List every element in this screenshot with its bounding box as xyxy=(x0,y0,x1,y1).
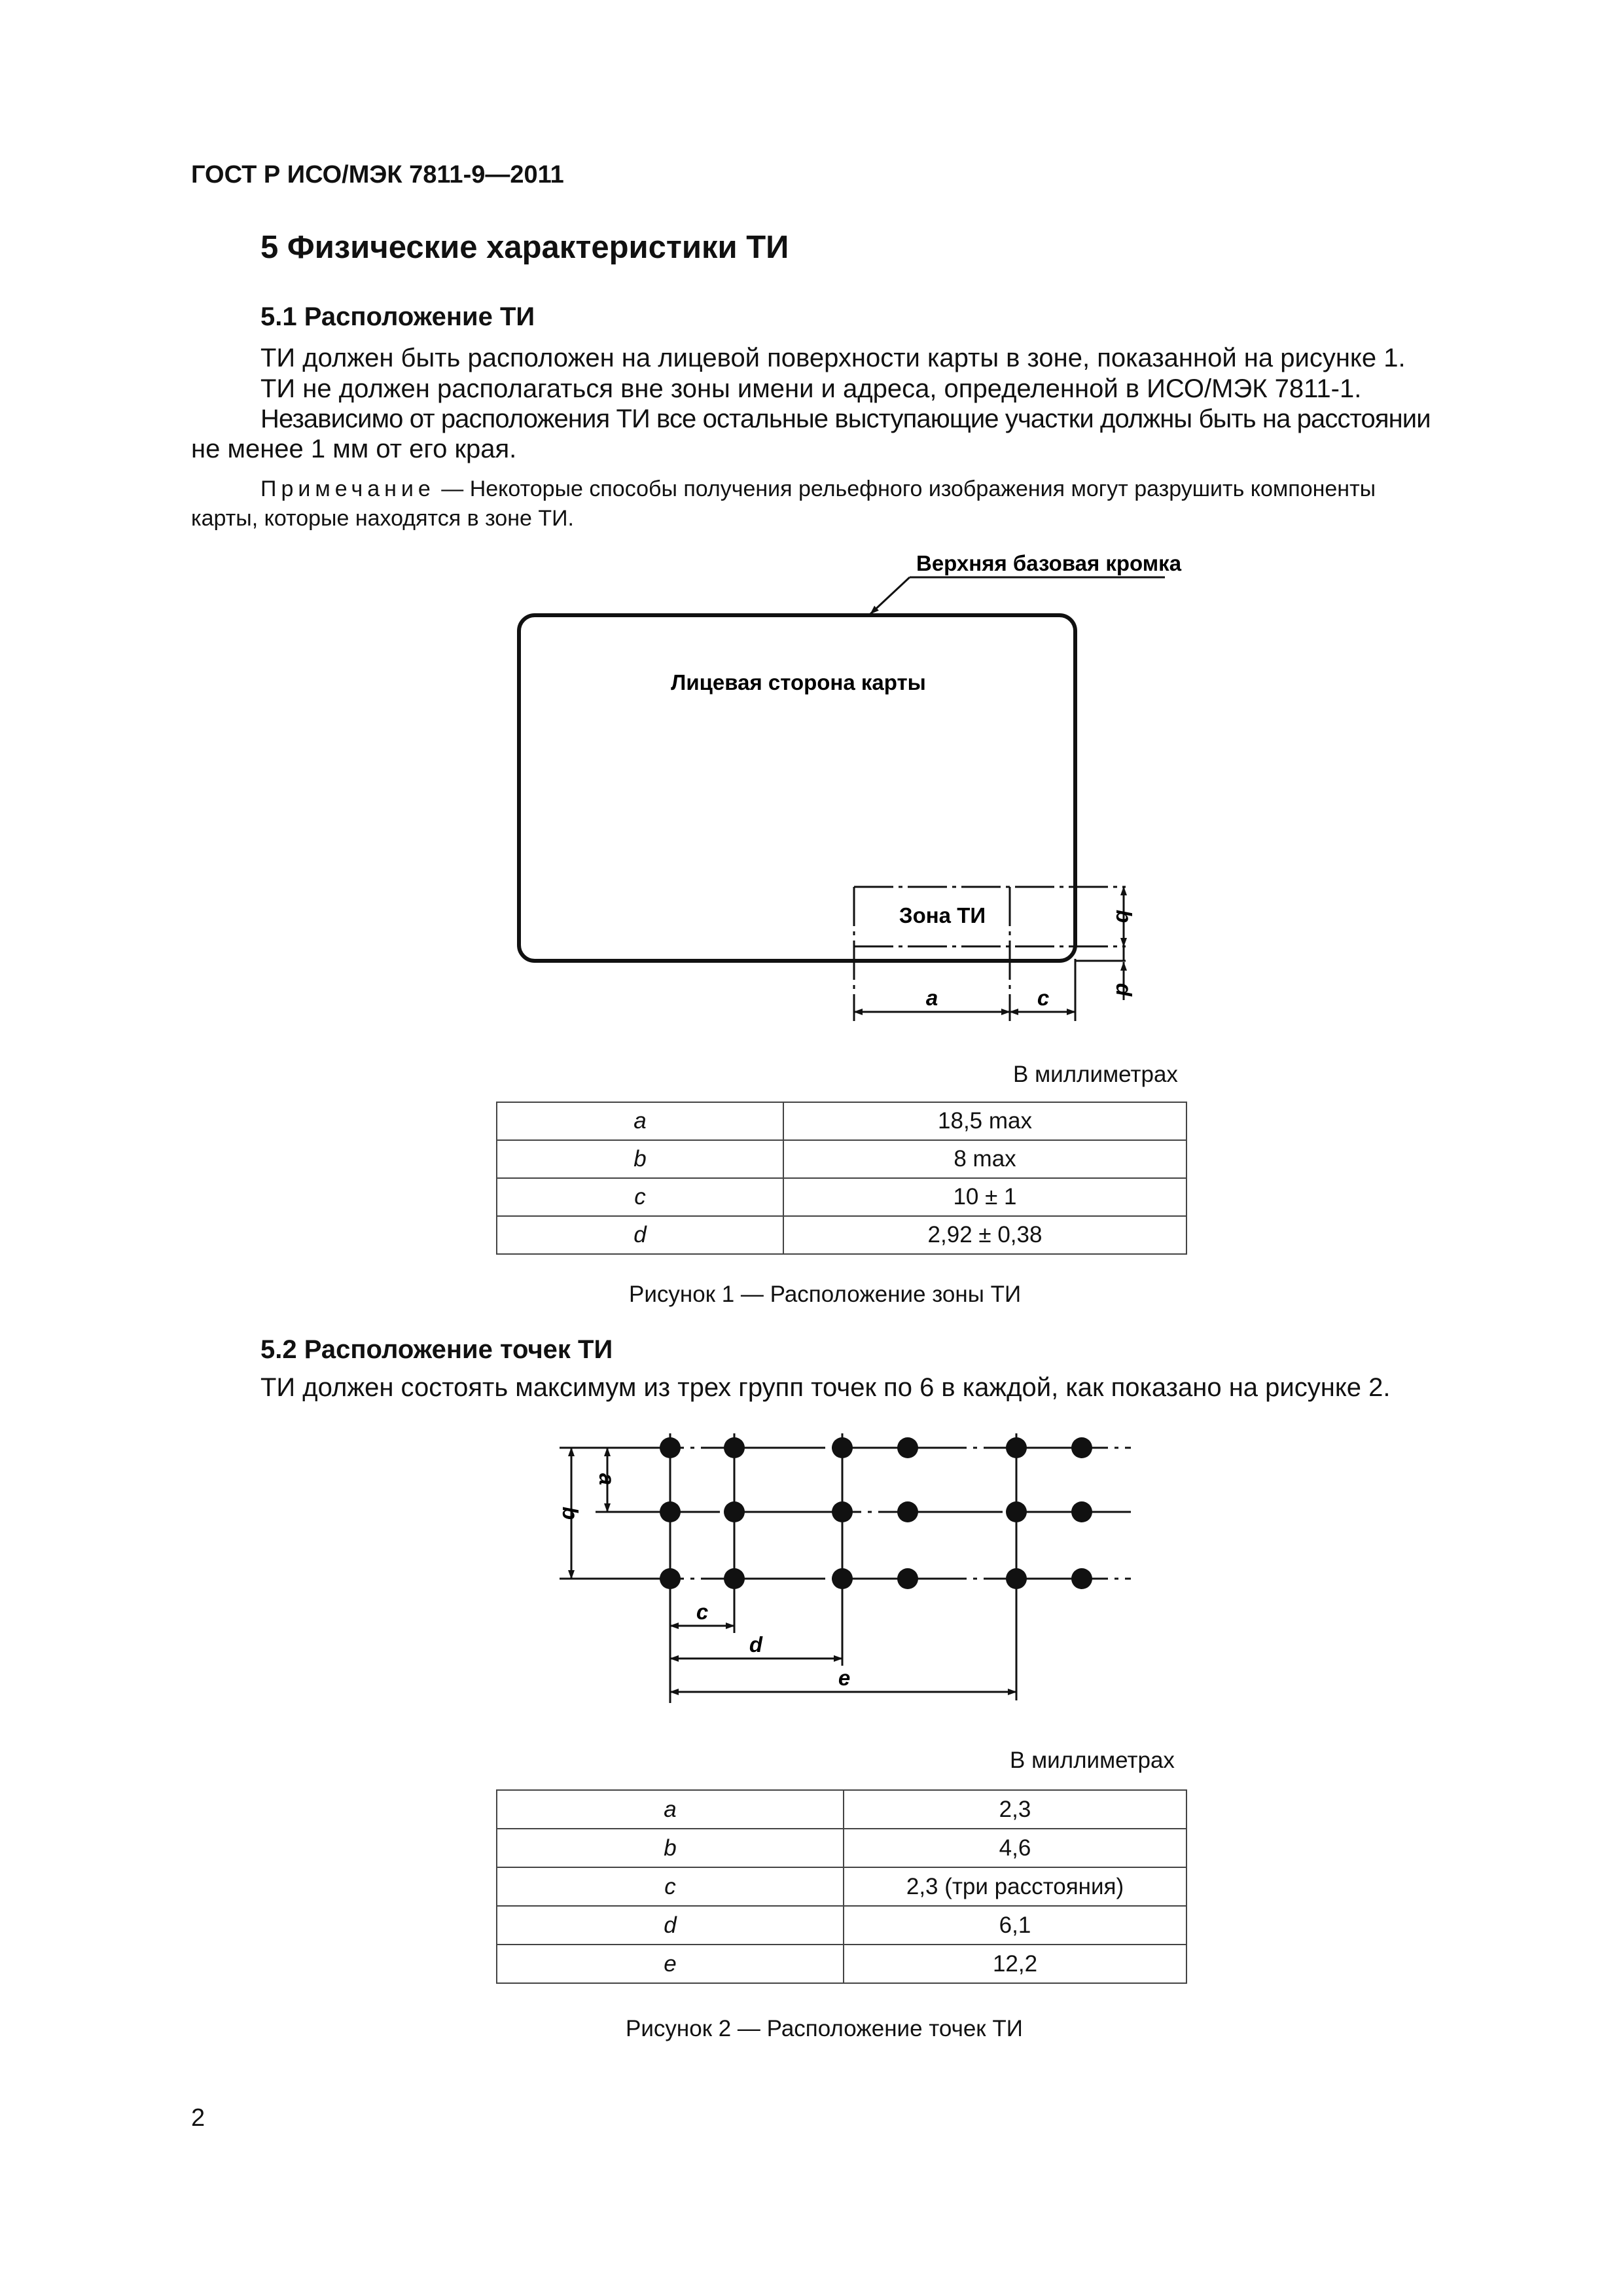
table-value-cell: 8 max xyxy=(783,1140,1186,1178)
subsection-5-1-title: 5.1 Расположение ТИ xyxy=(260,302,535,331)
s51-paragraph-2: ТИ не должен располагаться вне зоны имени и адреса, определенной в ИСО/МЭК 7811-1. xyxy=(260,374,1362,403)
table-param-cell: d xyxy=(497,1906,844,1945)
table-row xyxy=(497,1906,1186,1945)
table-param-cell: c xyxy=(497,1178,783,1216)
figure-1-caption: Рисунок 1 — Расположение зоны ТИ xyxy=(629,1282,1022,1307)
embossing-dot xyxy=(724,1501,745,1522)
dim-d-label: d xyxy=(749,1632,763,1657)
dim-c-label: c xyxy=(1037,986,1050,1010)
table-row xyxy=(497,1790,1186,1829)
note-line-2: карты, которые находятся в зоне ТИ. xyxy=(191,506,574,531)
table-param-cell: a xyxy=(497,1790,844,1829)
embossing-dot xyxy=(660,1568,681,1589)
embossing-dot xyxy=(897,1437,918,1458)
table-param-cell: d xyxy=(497,1216,783,1254)
figure-2-caption: Рисунок 2 — Расположение точек ТИ xyxy=(626,2016,1023,2041)
page-number: 2 xyxy=(191,2104,205,2132)
dim-a-label: a xyxy=(925,986,938,1010)
s51-paragraph-3b: не менее 1 мм от его края. xyxy=(191,435,517,463)
table-param-cell: c xyxy=(497,1867,844,1906)
embossing-dot xyxy=(724,1437,745,1458)
embossing-dot xyxy=(660,1501,681,1522)
embossing-dot xyxy=(1071,1501,1092,1522)
fig2-table xyxy=(496,1789,1187,1984)
note-label: Примечание xyxy=(260,476,435,501)
embossing-dot xyxy=(832,1437,853,1458)
zone-label: Зона ТИ xyxy=(899,903,986,927)
table-value-cell: 2,3 (три расстояния) xyxy=(844,1867,1186,1906)
s51-paragraph-1: ТИ должен быть расположен на лицевой поверхности карты в зоне, показанной на рисунке 1. xyxy=(260,344,1406,372)
subsection-5-2-title: 5.2 Расположение точек ТИ xyxy=(260,1335,613,1364)
embossing-dot xyxy=(660,1437,681,1458)
embossing-dot xyxy=(897,1501,918,1522)
embossing-dot xyxy=(897,1568,918,1589)
table-row xyxy=(497,1829,1186,1867)
table-value-cell: 18,5 max xyxy=(783,1102,1186,1140)
dim-c-label: c xyxy=(696,1600,709,1624)
embossing-dot xyxy=(832,1501,853,1522)
embossing-dot xyxy=(724,1568,745,1589)
fig1-units: В миллиметрах xyxy=(1013,1062,1178,1087)
embossing-dot xyxy=(1006,1568,1027,1589)
table-value-cell: 12,2 xyxy=(844,1945,1186,1983)
table-value-cell: 4,6 xyxy=(844,1829,1186,1867)
dim-a-label: a xyxy=(595,1473,619,1486)
embossing-dot xyxy=(832,1568,853,1589)
table-value-cell: 2,92 ± 0,38 xyxy=(783,1216,1186,1254)
dim-e-label: e xyxy=(838,1666,851,1690)
table-param-cell: b xyxy=(497,1829,844,1867)
table-value-cell: 10 ± 1 xyxy=(783,1178,1186,1216)
dim-b-label: b xyxy=(558,1506,582,1520)
embossing-dot xyxy=(1071,1437,1092,1458)
s52-paragraph-1: ТИ должен состоять максимум из трех групп точек по 6 в каждой, как показано на рисунке 2. xyxy=(260,1373,1391,1402)
embossing-dot xyxy=(1071,1568,1092,1589)
table-value-cell: 6,1 xyxy=(844,1906,1186,1945)
note-text-a: — Некоторые способы получения рельефного изображения могут разрушить компоненты xyxy=(435,476,1376,501)
table-row xyxy=(497,1945,1186,1983)
s51-paragraph-3a: Независимо от расположения ТИ все остальные выступающие участки должны быть на расстоянии xyxy=(260,404,1431,433)
callout-label: Верхняя базовая кромка xyxy=(916,551,1182,575)
embossing-dot xyxy=(1006,1501,1027,1522)
table-param-cell: e xyxy=(497,1945,844,1983)
card-face-label: Лицевая сторона карты xyxy=(671,670,926,694)
dim-b-label: b xyxy=(1112,909,1136,924)
embossing-dot xyxy=(1006,1437,1027,1458)
dim-d-label: d xyxy=(1112,982,1136,997)
table-value-cell: 2,3 xyxy=(844,1790,1186,1829)
table-row xyxy=(497,1867,1186,1906)
fig2-units: В миллиметрах xyxy=(1010,1748,1175,1773)
table-param-cell: a xyxy=(497,1102,783,1140)
section-title: 5 Физические характеристики ТИ xyxy=(260,230,789,265)
document-code: ГОСТ Р ИСО/МЭК 7811-9—2011 xyxy=(191,161,564,188)
table-param-cell: b xyxy=(497,1140,783,1178)
